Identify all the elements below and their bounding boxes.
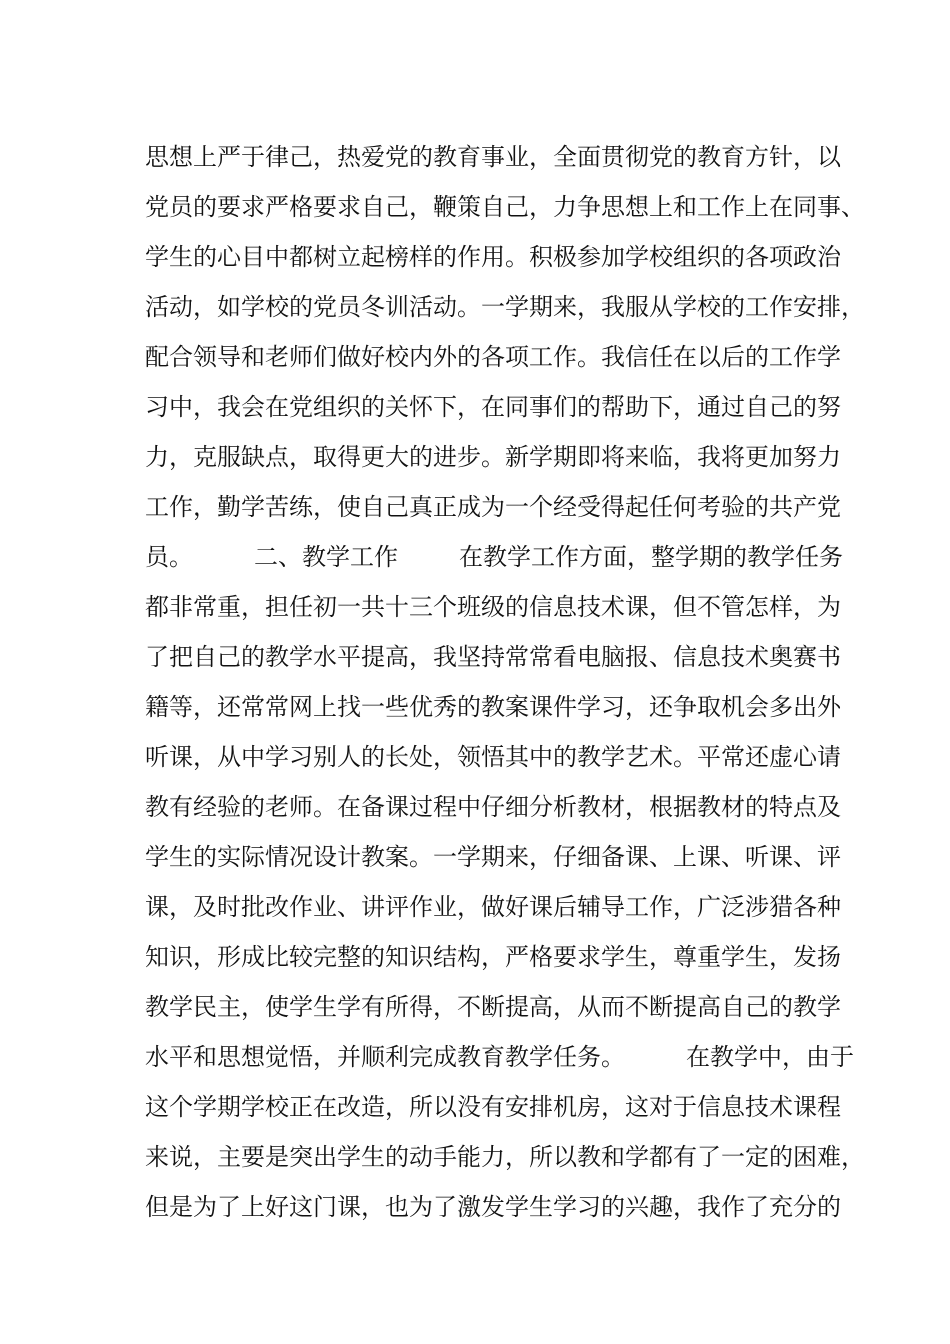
text-line: 工作，勤学苦练，使自己真正成为一个经受得起任何考验的共产党 bbox=[145, 493, 841, 521]
text-line: 员。 二、教学工作 在教学工作方面，整学期的教学任务 bbox=[145, 543, 844, 571]
text-line: 党员的要求严格要求自己，鞭策自己，力争思想上和工作上在同事、 bbox=[145, 193, 865, 221]
body-text bbox=[145, 132, 865, 1232]
text-line: 籍等，还常常网上找一些优秀的教案课件学习，还争取机会多出外 bbox=[145, 693, 841, 721]
text-line: 都非常重，担任初一共十三个班级的信息技术课，但不管怎样，为 bbox=[145, 593, 841, 621]
text-line: 了把自己的教学水平提高，我坚持常常看电脑报、信息技术奥赛书 bbox=[145, 643, 841, 671]
text-line: 教学民主，使学生学有所得，不断提高，从而不断提高自己的教学 bbox=[145, 993, 841, 1021]
text-line: 学生的实际情况设计教案。一学期来，仔细备课、上课、听课、评 bbox=[145, 843, 841, 871]
text-line: 来说，主要是突出学生的动手能力，所以教和学都有了一定的困难， bbox=[145, 1143, 865, 1171]
text-line: 水平和思想觉悟，并顺利完成教育教学任务。 在教学中，由于 bbox=[145, 1043, 855, 1071]
text-line: 这个学期学校正在改造，所以没有安排机房，这对于信息技术课程 bbox=[145, 1093, 841, 1121]
text-line: 课，及时批改作业、讲评作业，做好课后辅导工作，广泛涉猎各种 bbox=[145, 893, 841, 921]
text-line: 知识，形成比较完整的知识结构，严格要求学生，尊重学生，发扬 bbox=[145, 943, 841, 971]
text-line: 教有经验的老师。在备课过程中仔细分析教材，根据教材的特点及 bbox=[145, 793, 841, 821]
text-line: 习中，我会在党组织的关怀下，在同事们的帮助下，通过自己的努 bbox=[145, 393, 841, 421]
text-line: 活动，如学校的党员冬训活动。一学期来，我服从学校的工作安排， bbox=[145, 293, 865, 321]
text-line: 力，克服缺点，取得更大的进步。新学期即将来临，我将更加努力 bbox=[145, 443, 841, 471]
text-line: 听课，从中学习别人的长处，领悟其中的教学艺术。平常还虚心请 bbox=[145, 743, 841, 771]
text-line: 思想上严于律己，热爱党的教育事业，全面贯彻党的教育方针，以 bbox=[145, 143, 841, 171]
text-line: 配合领导和老师们做好校内外的各项工作。我信任在以后的工作学 bbox=[145, 343, 841, 371]
text-line: 但是为了上好这门课，也为了激发学生学习的兴趣，我作了充分的 bbox=[145, 1193, 841, 1221]
text-line: 学生的心目中都树立起榜样的作用。积极参加学校组织的各项政治 bbox=[145, 243, 841, 271]
